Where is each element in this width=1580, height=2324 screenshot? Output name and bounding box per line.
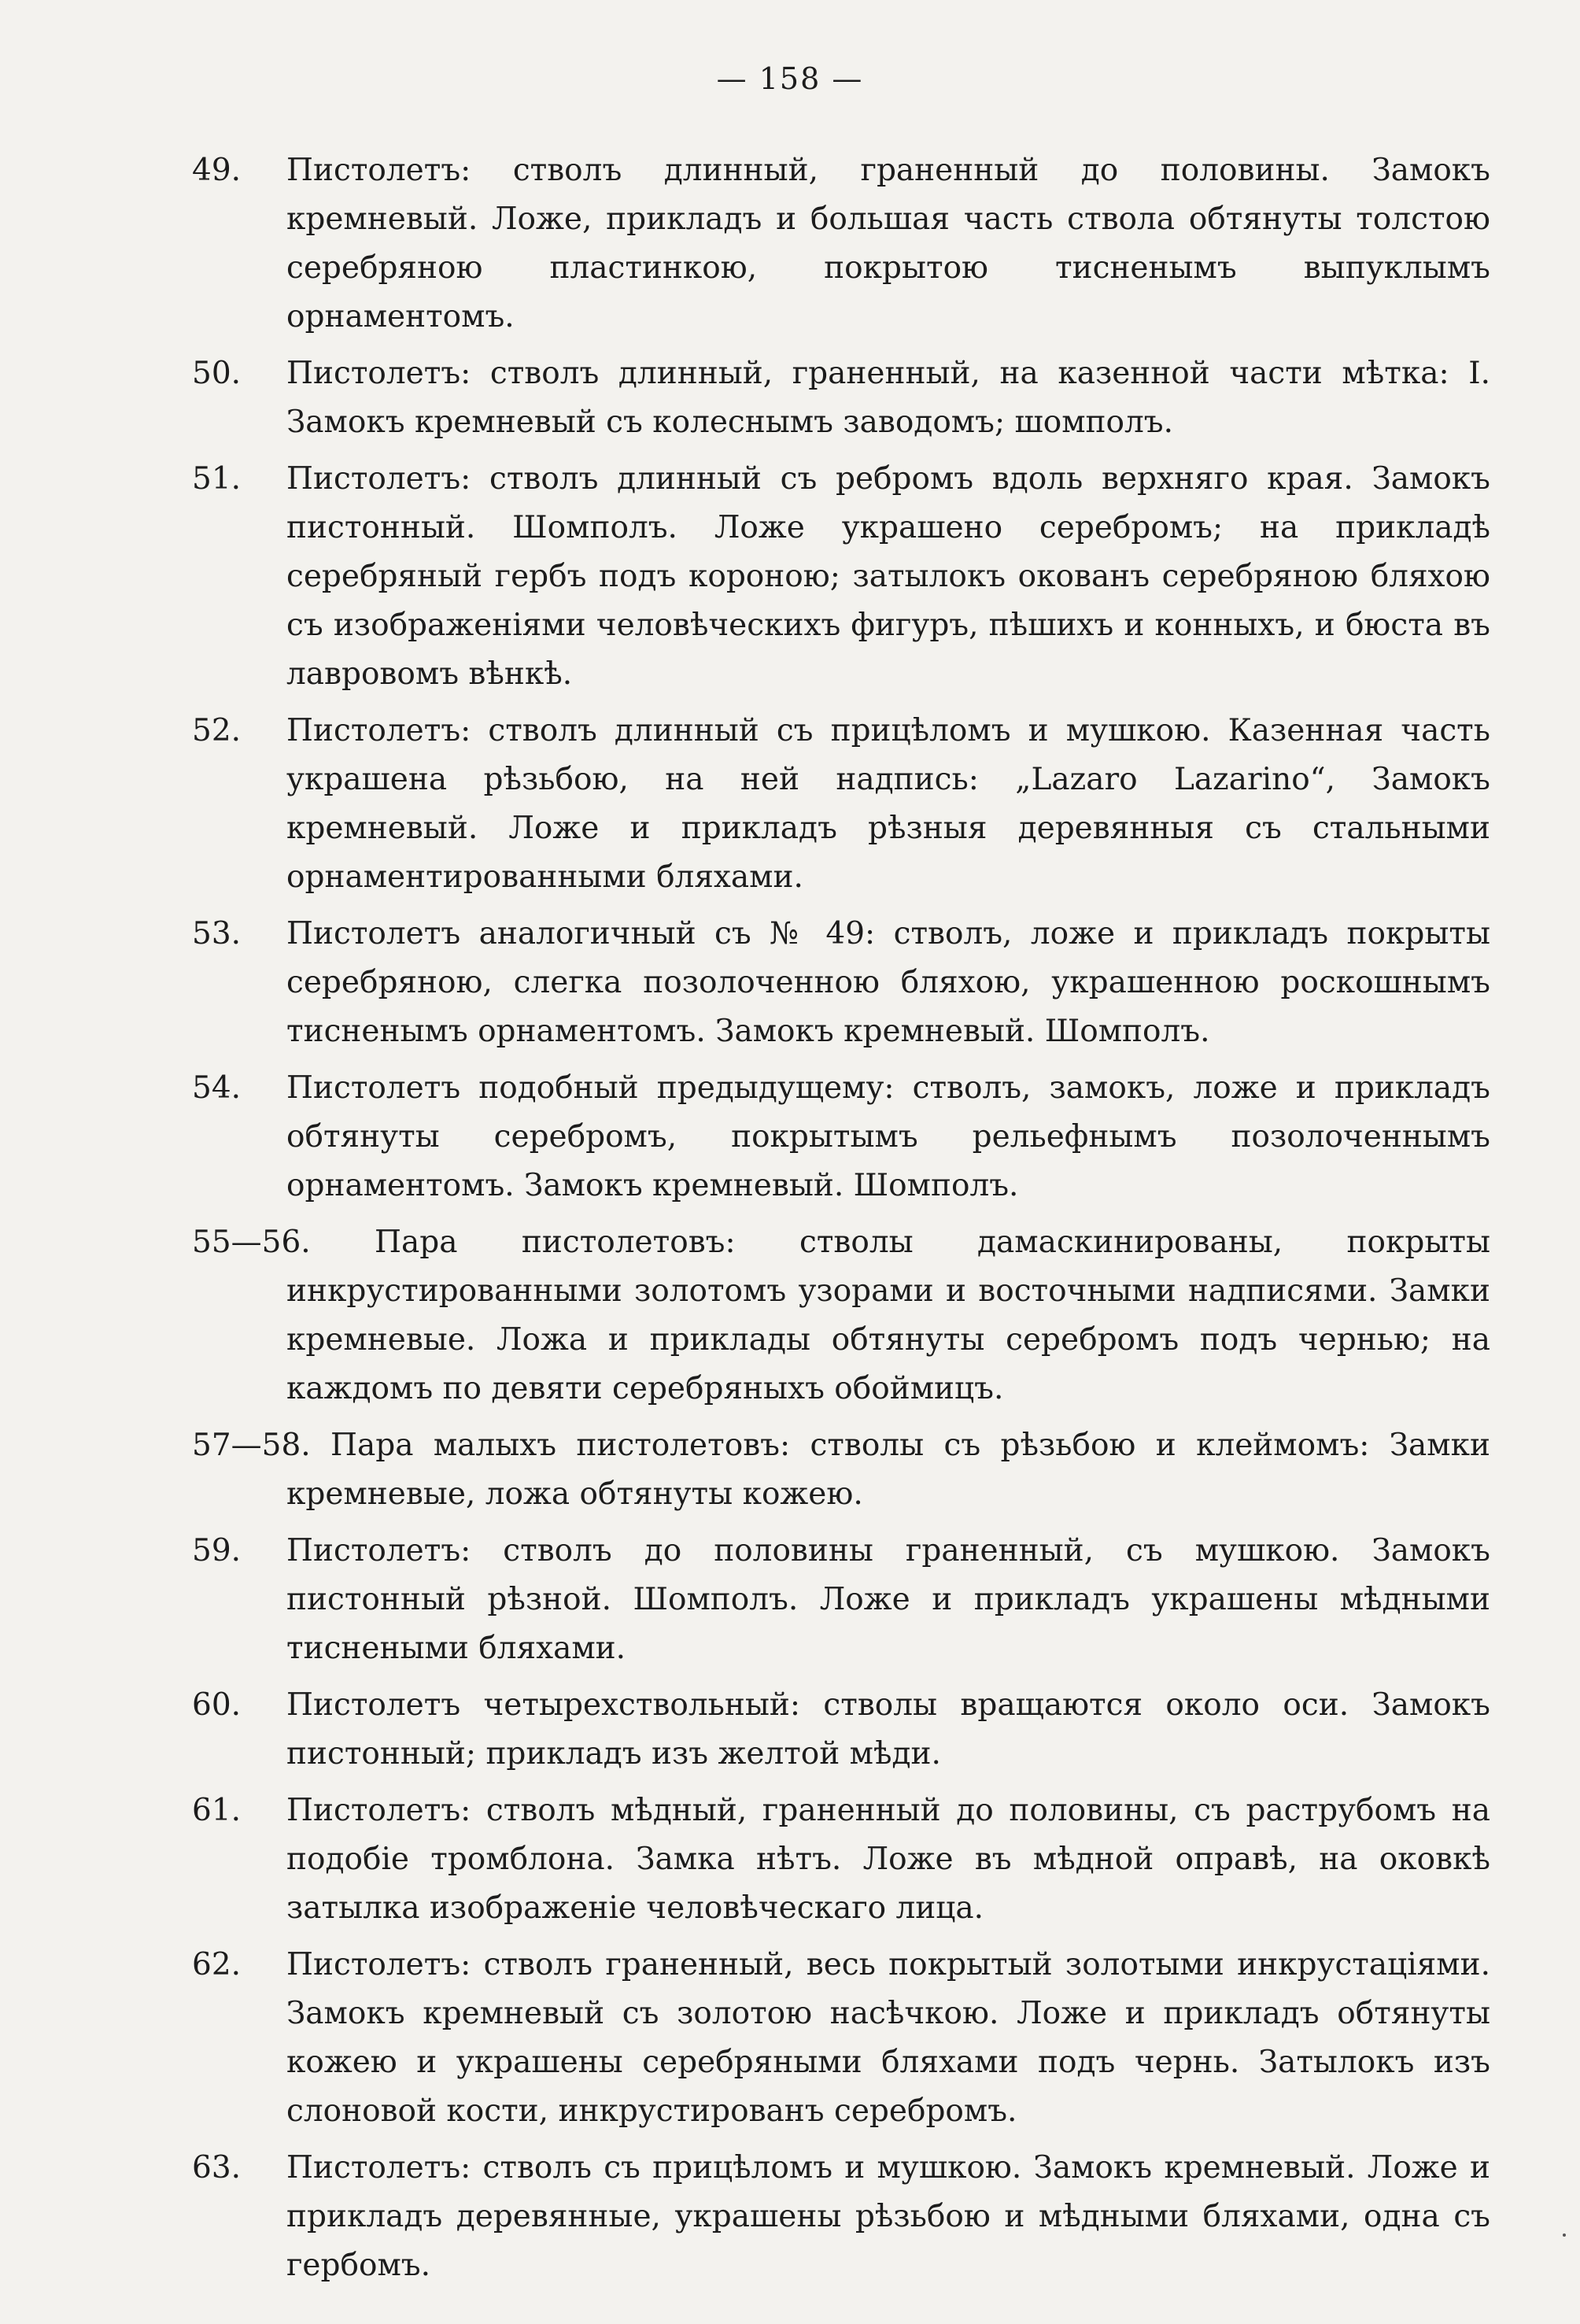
catalog-entry-60 (192, 1681, 1490, 1779)
entry-text: Пистолетъ: стволъ граненный, весь покрытый золотыми инкрустаціями. Замокъ кремневый съ золотою насѣчкою. Ложе и прикладъ обтянуты кожею и украшены серебряными бляхами подъ чернь. Затылокъ изъ слоновой кости, инкрустированъ серебромъ. (286, 1947, 1490, 2129)
catalog-entry-62 (192, 1941, 1490, 2136)
catalog-entry-52 (192, 707, 1490, 902)
entry-text: Пара малыхъ пистолетовъ: стволы съ рѣзьбою и клеймомъ: Замки кремневые, ложа обтянуты кожею. (286, 1428, 1490, 1512)
entry-number: 54. (192, 1070, 242, 1106)
catalog-entry-61 (192, 1786, 1490, 1933)
entry-text: Пистолетъ подобный предыдущему: стволъ, замокъ, ложе и прикладъ обтянуты серебромъ, покрытымъ рельефнымъ позолоченнымъ орнаментомъ. Замокъ кремневый. Шомполъ. (286, 1070, 1490, 1203)
catalog-entry-63 (192, 2144, 1490, 2290)
catalog-entry-54 (192, 1064, 1490, 1210)
entry-text: Пистолетъ: стволъ длинный, граненный до половины. Замокъ кремневый. Ложе, прикладъ и большая часть ствола обтянуты толстою серебряною пластинкою, покрытою тисненымъ выпуклымъ орнаментомъ. (286, 153, 1490, 334)
entry-number: 51. (192, 461, 242, 497)
entry-number: 57—58. (192, 1428, 311, 1463)
catalog-entry-57-58 (192, 1421, 1490, 1519)
catalog-entries (192, 146, 1490, 2298)
entry-text: Пистолетъ: стволъ мѣдный, граненный до половины, съ раструбомъ на подобіе тромблона. Замка нѣтъ. Ложе въ мѣдной оправѣ, на оковкѣ затылка изображеніе человѣческаго лица. (286, 1793, 1490, 1926)
entry-number: 53. (192, 916, 242, 951)
entry-text: Пистолетъ: стволъ длинный, граненный, на казенной части мѣтка: I. Замокъ кремневый съ колеснымъ заводомъ; шомполъ. (286, 356, 1490, 440)
page-number: — 158 — (716, 61, 864, 96)
entry-text: Пистолетъ: стволъ до половины граненный, съ мушкою. Замокъ пистонный рѣзной. Шомполъ. Ложе и прикладъ украшены мѣдными тиснеными бляхами. (286, 1533, 1490, 1666)
entry-text: Пара пистолетовъ: стволы дамаскинированы, покрыты инкрустированными золотомъ узорами и восточными надписями. Замки кремневые. Ложа и приклады обтянуты серебромъ подъ чернью; на каждомъ по девяти серебряныхъ обоймицъ. (286, 1225, 1491, 1406)
entry-number: 61. (192, 1793, 242, 1828)
catalog-entry-59 (192, 1527, 1490, 1673)
entry-number: 60. (192, 1687, 242, 1723)
entry-text: Пистолетъ четырехствольный: стволы вращаются около оси. Замокъ пистонный; прикладъ изъ желтой мѣди. (286, 1687, 1490, 1772)
entry-number: 63. (192, 2150, 242, 2185)
catalog-entry-49 (192, 146, 1490, 342)
entry-number: 49. (192, 153, 242, 188)
paper-speck (1563, 2233, 1566, 2237)
entry-text: Пистолетъ: стволъ съ прицѣломъ и мушкою. Замокъ кремневый. Ложе и прикладъ деревянные, украшены рѣзьбою и мѣдными бляхами, одна съ гербомъ. (286, 2150, 1490, 2283)
entry-number: 50. (192, 356, 242, 391)
entry-number: 55—56. (192, 1225, 311, 1260)
entry-text: Пистолетъ аналогичный съ № 49: стволъ, ложе и прикладъ покрыты серебряною, слегка позолоченною бляхою, украшенною роскошнымъ тисненымъ орнаментомъ. Замокъ кремневый. Шомполъ. (286, 916, 1490, 1049)
entry-number: 59. (192, 1533, 242, 1568)
entry-number: 52. (192, 713, 242, 748)
catalog-entry-50 (192, 349, 1490, 447)
catalog-entry-55-56 (192, 1218, 1490, 1413)
entry-number: 62. (192, 1947, 242, 1982)
catalog-entry-51 (192, 455, 1490, 699)
entry-text: Пистолетъ: стволъ длинный съ прицѣломъ и мушкою. Казенная часть украшена рѣзьбою, на ней надпись: „Lazaro Lazarino“, Замокъ кремневый. Ложе и прикладъ рѣзныя деревянныя съ стальными орнаментированными бляхами. (286, 713, 1490, 895)
entry-text: Пистолетъ: стволъ длинный съ ребромъ вдоль верхняго края. Замокъ пистонный. Шомполъ. Ложе украшено серебромъ; на прикладѣ серебряный гербъ подъ короною; затылокъ окованъ серебряною бляхою съ изображеніями человѣческихъ фигуръ, пѣшихъ и конныхъ, и бюста въ лавровомъ вѣнкѣ. (286, 461, 1490, 692)
catalog-entry-53 (192, 910, 1490, 1056)
